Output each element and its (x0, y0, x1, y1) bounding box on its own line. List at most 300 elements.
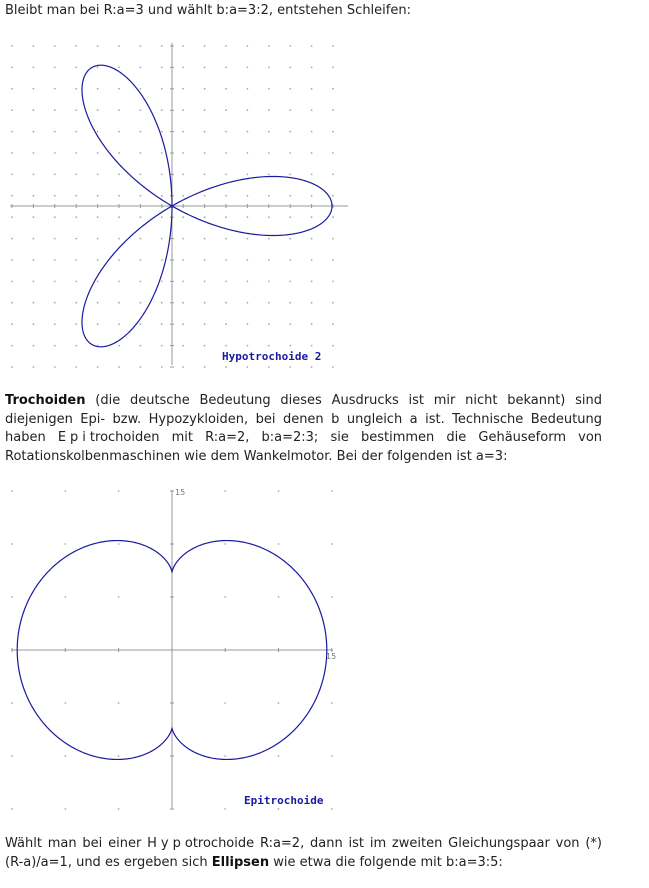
grid-dot (225, 174, 227, 176)
grid-dot (311, 109, 313, 111)
grid-dot (278, 755, 280, 757)
grid-dot (289, 88, 291, 90)
grid-dot (289, 45, 291, 47)
grid-dot (75, 109, 77, 111)
grid-dot (97, 152, 99, 154)
grid-dot (118, 755, 120, 757)
grid-dot (140, 345, 142, 347)
grid-dot (54, 216, 56, 218)
grid-dot (64, 596, 66, 598)
grid-dot (11, 755, 13, 757)
grid-dot (11, 109, 13, 111)
grid-dot (247, 345, 249, 347)
grid-dot (140, 238, 142, 240)
grid-dot (11, 345, 13, 347)
grid-dot (224, 702, 226, 704)
grid-dot (332, 131, 334, 133)
grid-dot (225, 323, 227, 325)
grid-dot (278, 543, 280, 545)
grid-dot (182, 45, 184, 47)
grid-dot (182, 195, 184, 197)
grid-dot (247, 366, 249, 368)
grid-dot (332, 174, 334, 176)
grid-dot (33, 152, 35, 154)
grid-dot (11, 88, 13, 90)
grid-dot (11, 366, 13, 368)
grid-dot (97, 131, 99, 133)
grid-dot (247, 323, 249, 325)
grid-dot (75, 174, 77, 176)
grid-dot (225, 216, 227, 218)
grid-dot (289, 109, 291, 111)
grid-dot (204, 345, 206, 347)
grid-dot (204, 238, 206, 240)
grid-dot (97, 238, 99, 240)
grid-dot (118, 216, 120, 218)
grid-dot (311, 195, 313, 197)
grid-dot (268, 131, 270, 133)
grid-dot (97, 216, 99, 218)
grid-dot (289, 259, 291, 261)
grid-dot (75, 238, 77, 240)
grid-dot (54, 109, 56, 111)
grid-dot (140, 109, 142, 111)
grid-dot (97, 88, 99, 90)
grid-dot (33, 174, 35, 176)
grid-dot (161, 281, 163, 283)
grid-dot (54, 131, 56, 133)
grid-dot (268, 345, 270, 347)
grid-dot (225, 45, 227, 47)
grid-dot (140, 45, 142, 47)
grid-dot (97, 109, 99, 111)
grid-dot (118, 109, 120, 111)
grid-dot (161, 88, 163, 90)
grid-dot (247, 45, 249, 47)
grid-dot (161, 67, 163, 69)
grid-dot (161, 238, 163, 240)
grid-dot (268, 109, 270, 111)
grid-dot (33, 45, 35, 47)
grid-dot (204, 174, 206, 176)
grid-dot (204, 88, 206, 90)
grid-dot (289, 238, 291, 240)
grid-dot (332, 152, 334, 154)
grid-dot (182, 109, 184, 111)
grid-dot (182, 216, 184, 218)
grid-dot (161, 323, 163, 325)
grid-dot (289, 216, 291, 218)
grid-dot (268, 238, 270, 240)
grid-dot (182, 174, 184, 176)
grid-dot (54, 302, 56, 304)
grid-dot (97, 366, 99, 368)
grid-dot (75, 152, 77, 154)
grid-dot (97, 67, 99, 69)
grid-dot (11, 702, 13, 704)
grid-dot (311, 259, 313, 261)
grid-dot (11, 302, 13, 304)
figure-caption: Epitrochoide (244, 794, 324, 807)
grid-dot (247, 259, 249, 261)
grid-dot (118, 88, 120, 90)
grid-dot (268, 323, 270, 325)
grid-dot (204, 195, 206, 197)
grid-dot (224, 543, 226, 545)
grid-dot (11, 543, 13, 545)
grid-dot (247, 216, 249, 218)
grid-dot (311, 366, 313, 368)
grid-dot (54, 259, 56, 261)
grid-dot (225, 281, 227, 283)
grid-dot (118, 67, 120, 69)
grid-dot (161, 131, 163, 133)
grid-dot (33, 345, 35, 347)
grid-dot (161, 109, 163, 111)
grid-dot (225, 152, 227, 154)
grid-dot (278, 596, 280, 598)
grid-dot (268, 259, 270, 261)
grid-dot (54, 174, 56, 176)
grid-dot (224, 755, 226, 757)
grid-dot (75, 259, 77, 261)
grid-dot (311, 88, 313, 90)
grid-dot (54, 195, 56, 197)
grid-dot (97, 323, 99, 325)
grid-dot (118, 345, 120, 347)
grid-dot (278, 808, 280, 810)
grid-dot (11, 259, 13, 261)
grid-dot (182, 67, 184, 69)
grid-dot (33, 302, 35, 304)
grid-dot (54, 281, 56, 283)
grid-dot (118, 259, 120, 261)
grid-dot (140, 131, 142, 133)
grid-dot (224, 808, 226, 810)
grid-dot (268, 195, 270, 197)
grid-dot (182, 88, 184, 90)
grid-dot (140, 216, 142, 218)
grid-dot (182, 323, 184, 325)
grid-dot (311, 238, 313, 240)
grid-dot (97, 302, 99, 304)
grid-dot (247, 109, 249, 111)
grid-dot (268, 152, 270, 154)
spaced-word: Hyp (147, 836, 185, 851)
grid-dot (332, 281, 334, 283)
grid-dot (332, 323, 334, 325)
grid-dot (140, 259, 142, 261)
grid-dot (33, 366, 35, 368)
grid-dot (64, 702, 66, 704)
grid-dot (64, 543, 66, 545)
grid-dot (332, 67, 334, 69)
x-tick-label: 15 (326, 652, 337, 661)
grid-dot (278, 490, 280, 492)
grid-dot (225, 259, 227, 261)
grid-dot (118, 281, 120, 283)
grid-dot (204, 259, 206, 261)
grid-dot (268, 45, 270, 47)
grid-dot (289, 323, 291, 325)
grid-dot (225, 67, 227, 69)
grid-dot (182, 131, 184, 133)
grid-dot (11, 596, 13, 598)
grid-dot (75, 67, 77, 69)
grid-dot (289, 174, 291, 176)
grid-dot (311, 67, 313, 69)
grid-dot (118, 543, 120, 545)
grid-dot (204, 302, 206, 304)
grid-dot (140, 152, 142, 154)
grid-dot (225, 195, 227, 197)
grid-dot (33, 109, 35, 111)
grid-dot (332, 345, 334, 347)
grid-dot (140, 302, 142, 304)
paragraph-text: Wählt man bei einer (5, 836, 148, 851)
grid-dot (289, 131, 291, 133)
grid-dot (118, 195, 120, 197)
grid-dot (140, 281, 142, 283)
grid-dot (118, 45, 120, 47)
y-tick-label: 15 (175, 488, 186, 497)
grid-dot (118, 490, 120, 492)
grid-dot (75, 216, 77, 218)
grid-dot (54, 88, 56, 90)
grid-dot (332, 45, 334, 47)
grid-dot (33, 88, 35, 90)
grid-dot (161, 152, 163, 154)
grid-dot (311, 45, 313, 47)
grid-dot (11, 195, 13, 197)
grid-dot (75, 281, 77, 283)
grid-dot (311, 216, 313, 218)
paragraph-text: wie etwa die folgende mit b:a=3:5: (269, 854, 503, 870)
grid-dot (11, 808, 13, 810)
grid-dot (140, 195, 142, 197)
grid-dot (75, 366, 77, 368)
grid-dot (331, 596, 333, 598)
grid-dot (268, 366, 270, 368)
grid-dot (33, 259, 35, 261)
grid-dot (331, 490, 333, 492)
grid-dot (75, 195, 77, 197)
grid-dot (289, 345, 291, 347)
grid-dot (332, 88, 334, 90)
grid-dot (64, 755, 66, 757)
grid-dot (118, 152, 120, 154)
grid-dot (33, 238, 35, 240)
grid-dot (225, 131, 227, 133)
grid-dot (118, 596, 120, 598)
figure-caption: Hypotrochoide 2 (222, 350, 322, 363)
grid-dot (204, 323, 206, 325)
grid-dot (54, 345, 56, 347)
grid-dot (97, 281, 99, 283)
grid-dot (97, 45, 99, 47)
grid-dot (64, 490, 66, 492)
grid-dot (289, 152, 291, 154)
grid-dot (182, 302, 184, 304)
grid-dot (33, 323, 35, 325)
grid-dot (140, 366, 142, 368)
grid-dot (225, 345, 227, 347)
grid-dot (268, 302, 270, 304)
grid-dot (33, 216, 35, 218)
grid-dot (161, 216, 163, 218)
grid-dot (182, 366, 184, 368)
grid-dot (75, 345, 77, 347)
final-paragraph (5, 835, 602, 872)
grid-dot (332, 109, 334, 111)
grid-dot (247, 302, 249, 304)
grid-dot (268, 216, 270, 218)
grid-dot (11, 323, 13, 325)
grid-dot (224, 596, 226, 598)
grid-dot (118, 366, 120, 368)
grid-dot (11, 238, 13, 240)
grid-dot (247, 152, 249, 154)
grid-dot (331, 808, 333, 810)
spaced-word: Epi (57, 430, 90, 445)
grid-dot (11, 216, 13, 218)
paragraph-text: otrochoide R:a=2, dann ist im zweiten Gleichungspaar von (*) (R-a)/a=1, und es ergeben sich (5, 836, 603, 870)
grid-dot (224, 490, 226, 492)
grid-dot (204, 45, 206, 47)
grid-dot (97, 195, 99, 197)
term-trochoiden: Trochoiden (5, 393, 86, 408)
grid-dot (118, 131, 120, 133)
grid-dot (75, 302, 77, 304)
grid-dot (54, 67, 56, 69)
grid-dot (118, 238, 120, 240)
grid-dot (247, 67, 249, 69)
grid-dot (204, 366, 206, 368)
grid-dot (64, 808, 66, 810)
grid-dot (75, 131, 77, 133)
grid-dot (247, 195, 249, 197)
grid-dot (332, 259, 334, 261)
grid-dot (268, 174, 270, 176)
grid-dot (140, 323, 142, 325)
grid-dot (311, 345, 313, 347)
grid-dot (33, 281, 35, 283)
grid-dot (75, 323, 77, 325)
grid-dot (331, 702, 333, 704)
grid-dot (54, 323, 56, 325)
grid-dot (204, 281, 206, 283)
grid-dot (311, 131, 313, 133)
grid-dot (204, 67, 206, 69)
grid-dot (225, 302, 227, 304)
grid-dot (289, 366, 291, 368)
grid-dot (11, 45, 13, 47)
grid-dot (331, 755, 333, 757)
grid-dot (204, 131, 206, 133)
grid-dot (247, 131, 249, 133)
grid-dot (289, 195, 291, 197)
grid-dot (118, 323, 120, 325)
grid-dot (182, 259, 184, 261)
grid-dot (289, 302, 291, 304)
grid-dot (332, 302, 334, 304)
grid-dot (97, 174, 99, 176)
grid-dot (11, 490, 13, 492)
grid-dot (118, 174, 120, 176)
grid-dot (311, 174, 313, 176)
grid-dot (161, 366, 163, 368)
grid-dot (140, 174, 142, 176)
grid-dot (311, 281, 313, 283)
grid-dot (204, 216, 206, 218)
grid-dot (268, 67, 270, 69)
grid-dot (118, 702, 120, 704)
grid-dot (278, 702, 280, 704)
grid-dot (75, 88, 77, 90)
grid-dot (225, 366, 227, 368)
grid-dot (204, 152, 206, 154)
grid-dot (268, 88, 270, 90)
grid-dot (11, 152, 13, 154)
grid-dot (54, 152, 56, 154)
grid-dot (11, 131, 13, 133)
figure-epitrochoide (0, 485, 360, 815)
grid-dot (161, 45, 163, 47)
grid-dot (311, 323, 313, 325)
grid-dot (289, 67, 291, 69)
grid-dot (161, 345, 163, 347)
grid-dot (225, 238, 227, 240)
grid-dot (161, 302, 163, 304)
grid-dot (140, 88, 142, 90)
grid-dot (247, 88, 249, 90)
grid-dot (332, 238, 334, 240)
grid-dot (97, 259, 99, 261)
intro-text: Bleibt man bei R:a=3 und wählt b:a=3:2, entstehen Schleifen: (5, 3, 411, 18)
grid-dot (331, 543, 333, 545)
grid-dot (225, 88, 227, 90)
grid-dot (33, 67, 35, 69)
grid-dot (118, 302, 120, 304)
grid-dot (311, 152, 313, 154)
figure-hypotrochoide (0, 28, 360, 373)
term-ellipsen: Ellipsen (211, 854, 270, 870)
grid-dot (247, 238, 249, 240)
grid-dot (33, 195, 35, 197)
grid-dot (247, 281, 249, 283)
grid-dot (204, 109, 206, 111)
trochoid-paragraph (5, 392, 602, 466)
grid-dot (11, 67, 13, 69)
grid-dot (182, 345, 184, 347)
grid-dot (332, 195, 334, 197)
grid-dot (225, 109, 227, 111)
grid-dot (75, 45, 77, 47)
grid-dot (247, 174, 249, 176)
grid-dot (54, 45, 56, 47)
grid-dot (161, 174, 163, 176)
grid-dot (182, 281, 184, 283)
grid-dot (332, 216, 334, 218)
grid-dot (268, 281, 270, 283)
paragraph-text: (die deutsche Bedeutung dieses Ausdrucks ist mir nicht bekannt) sind diejenigen Epi- bzw. Hypozykloiden, bei denen b ungleich a ist. Technische Bedeutung haben (5, 393, 602, 445)
grid-dot (161, 259, 163, 261)
grid-dot (54, 238, 56, 240)
grid-dot (289, 281, 291, 283)
grid-dot (161, 195, 163, 197)
grid-dot (311, 302, 313, 304)
grid-dot (33, 131, 35, 133)
